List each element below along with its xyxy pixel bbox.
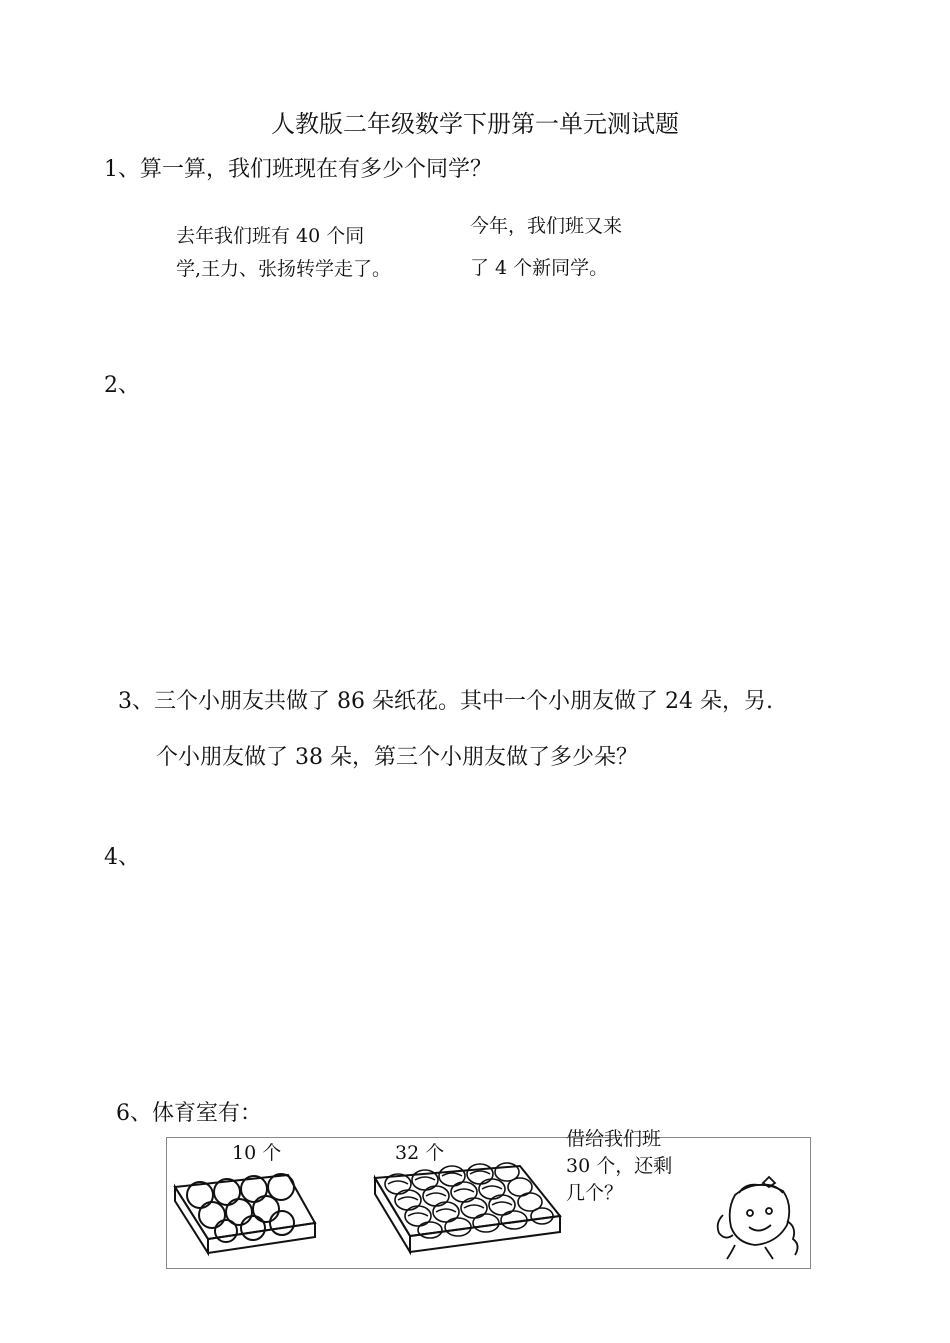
question-3-line-2: 个小朋友做了 38 朵，第三个小朋友做了多少朵？ [156, 745, 638, 770]
girl-illustration [705, 1175, 805, 1260]
question-2-label: 2、 [104, 373, 140, 398]
q1-right-box [470, 205, 622, 289]
q1-left-line-1: 去年我们班有 40 个同 [176, 225, 365, 247]
speech-line-2: 30 个，还剩 [566, 1155, 673, 1177]
girl-right-eye [766, 1208, 772, 1214]
q1-right-line-1: 今年，我们班又来 [470, 215, 623, 237]
q1-left-box [176, 220, 391, 286]
question-4-label: 4、 [104, 845, 140, 870]
girl-head [730, 1185, 790, 1245]
box-1-front-side [208, 1223, 315, 1253]
page-title: 人教版二年级数学下册第一单元测试题 [271, 110, 679, 138]
box-1-left-side [175, 1187, 208, 1253]
question-6: 6、体育室有： [116, 1101, 262, 1126]
girl-left-eye [747, 1210, 753, 1216]
girl-smile [749, 1225, 771, 1231]
speech-line-3: 几个？ [566, 1182, 624, 1204]
girl-collar [727, 1245, 773, 1259]
girl-pigtail [787, 1221, 798, 1255]
ball-box-10 [170, 1165, 320, 1257]
ball-box-32 [370, 1160, 565, 1258]
box-2-label: 32 个 [395, 1142, 445, 1164]
box-1-label: 10 个 [232, 1142, 282, 1164]
question-1: 1、算一算，我们班现在有多少个同学？ [104, 157, 492, 182]
speech-line-1: 借给我们班 [566, 1128, 662, 1150]
speech-text [566, 1126, 672, 1207]
q1-left-line-2: 学,王力、张扬转学走了。 [176, 258, 392, 280]
q1-right-line-2: 了 4 个新同学。 [470, 257, 609, 279]
question-3-line-1: 3、三个小朋友共做了 86 朵纸花。其中一个小朋友做了 24 朵，另. [118, 689, 773, 714]
